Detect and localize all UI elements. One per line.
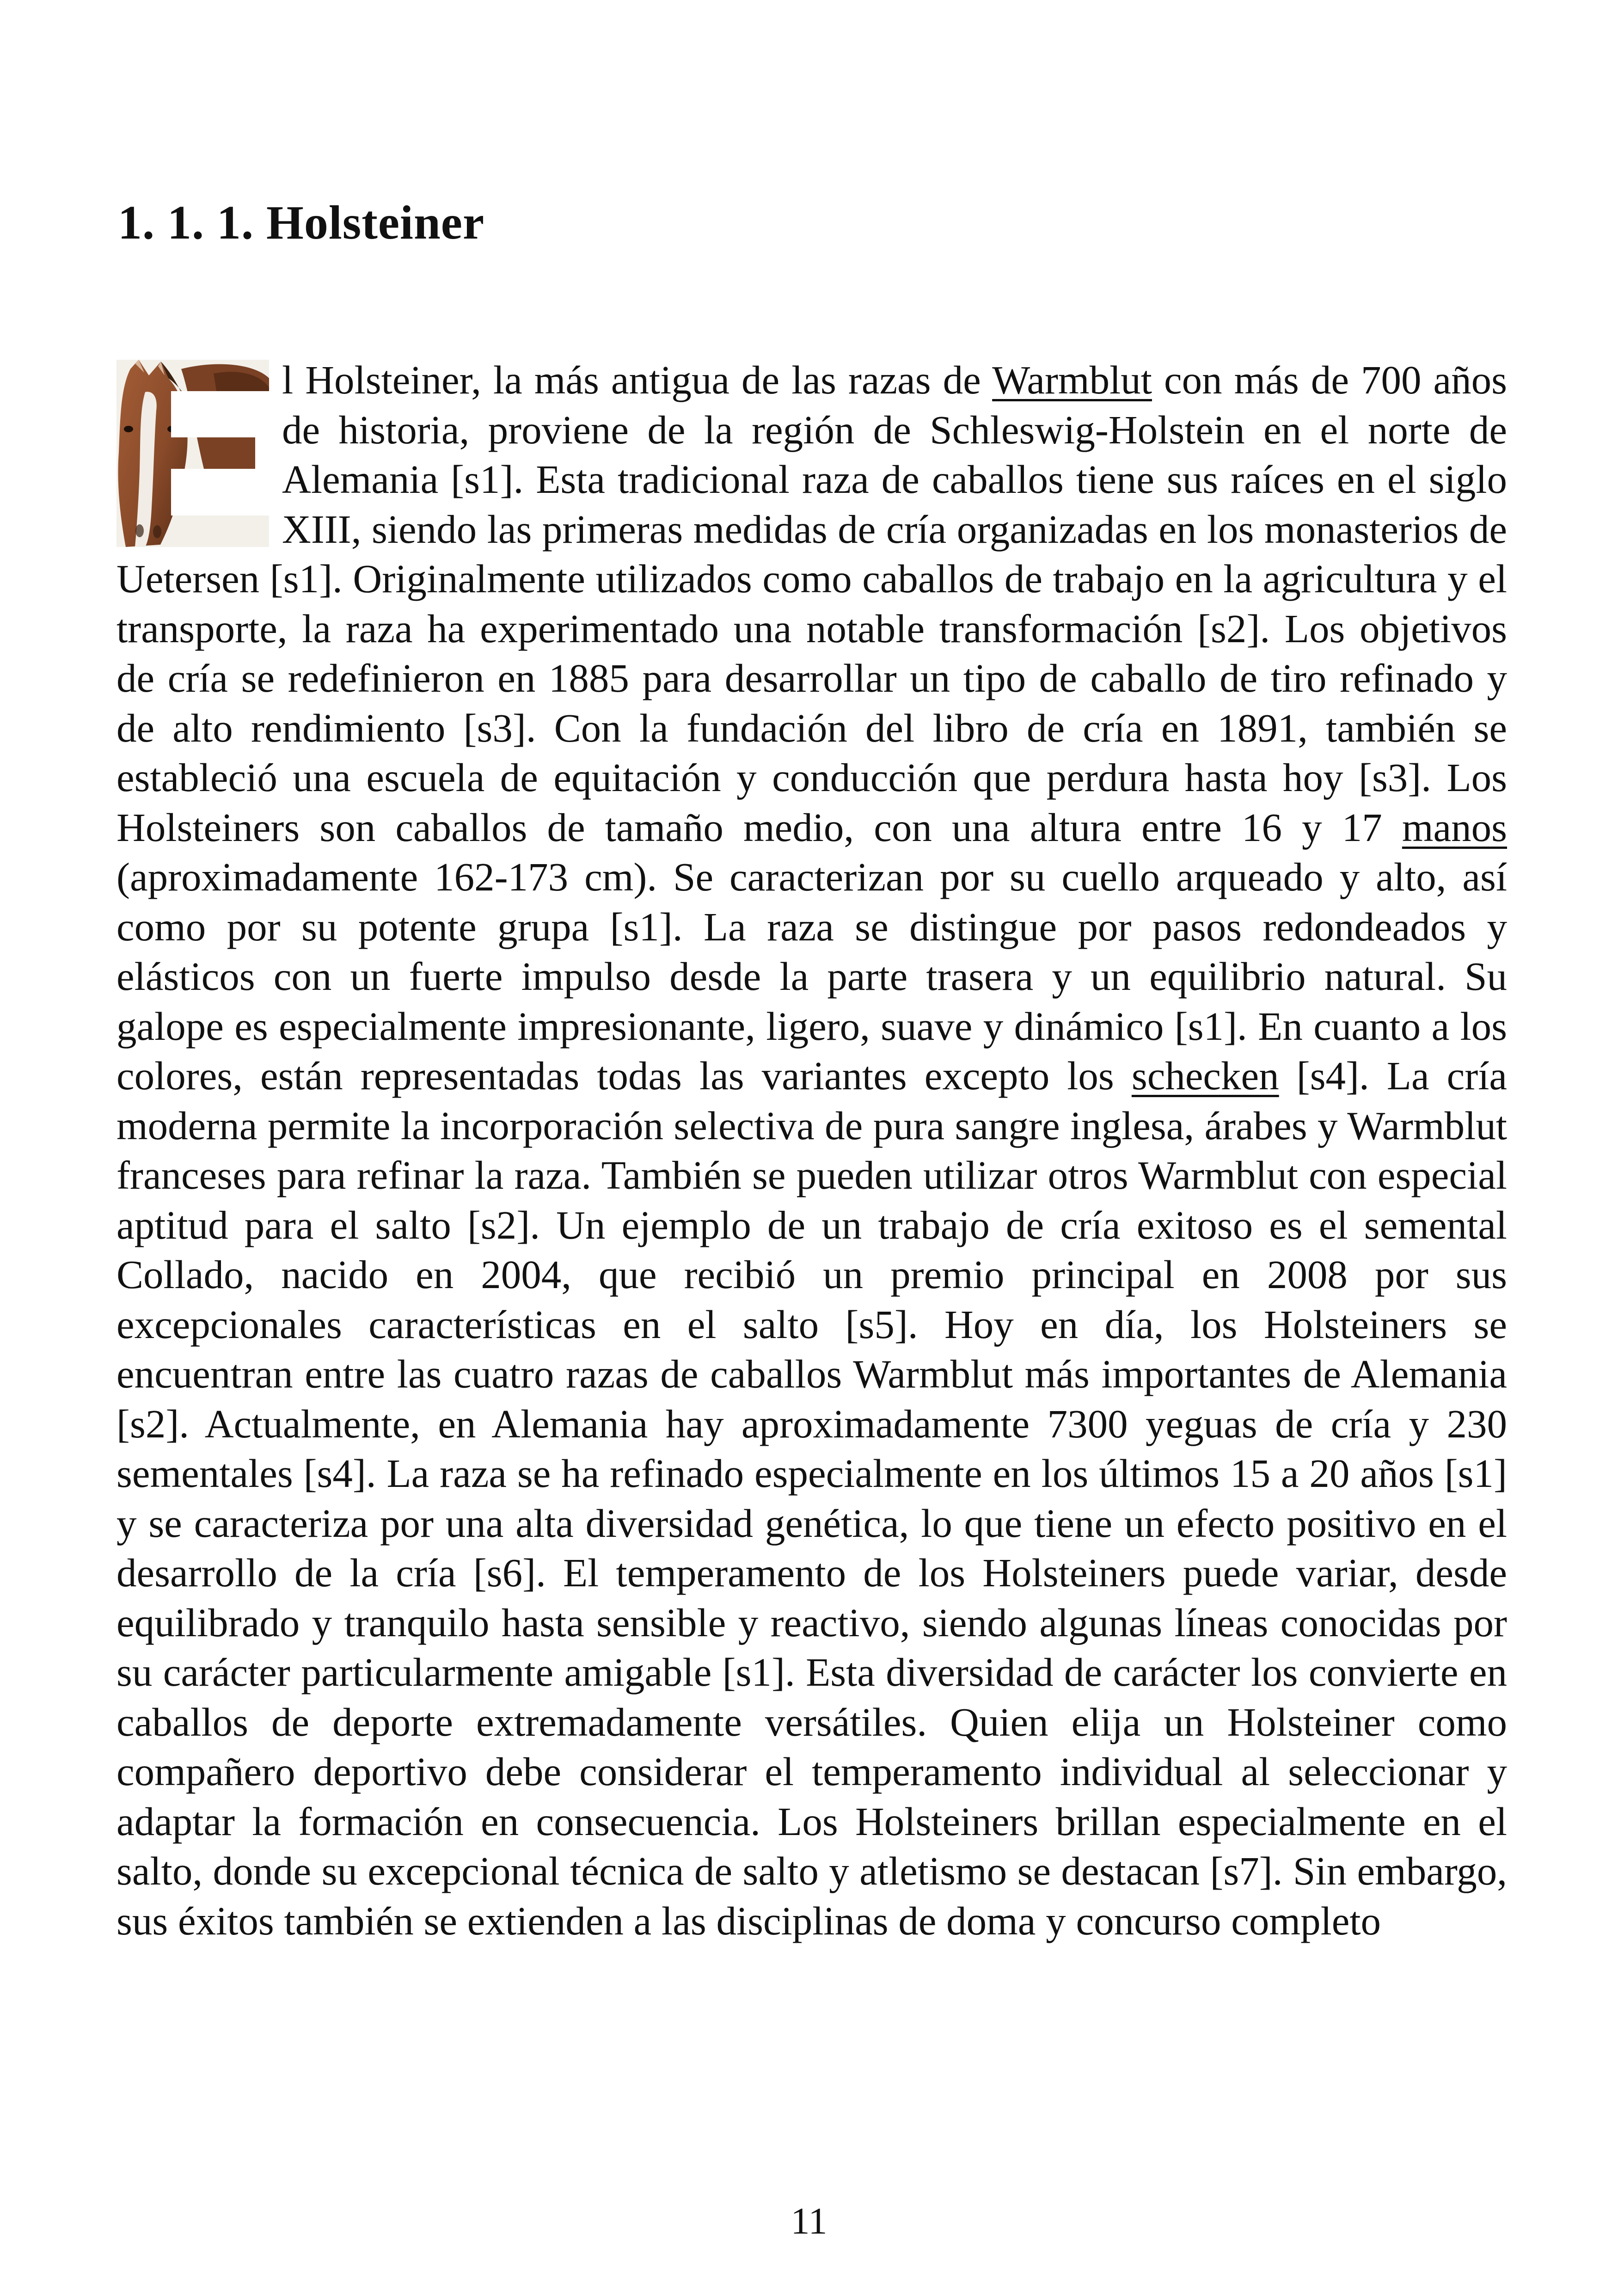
section-heading: 1. 1. 1. Holsteiner — [118, 196, 485, 249]
body-text-run: (aproximadamente 162-173 cm). Se caracterizan por su cuello arqueado y alto, así como por su potente grupa [s1]. La raza se distingue por pasos redondeados y elásticos con un fuerte impulso desde la parte trasera y un equilibrio natural. Su galope es especialmente impresionante, ligero, suave y dinámico [s1]. En cuanto a los colores, están representadas todas las variantes excepto los — [116, 854, 1507, 1098]
body-text-run: [s4]. La cría moderna permite la incorporación selectiva de pura sangre inglesa, árabes y Warmblut franceses para refinar la raza. También se pueden utilizar otros Warmblut con especial aptitud para el salto [s2]. Un ejemplo de un trabajo de cría exitoso es el semental Collado, nacido en 2004, que recibió un premio principal en 2008 por sus excepcionales características en el salto [s5]. Hoy en día, los Holsteiners se encuentran entre las cuatro razas de caballos Warmblut más importantes de Alemania [s2]. Actualmente, en Alemania hay aproximadamente 7300 yeguas de cría y 230 sementales [s4]. La raza se ha refinado especialmente en los últimos 15 a 20 años [s1] y se caracteriza por una alta diversidad genética, lo que tiene un efecto positivo en el desarrollo de la cría [s6]. El temperamento de los Holsteiners puede variar, desde equilibrado y tranquilo hasta sensible y reactivo, siendo algunas líneas conocidas por su carácter particularmente amigable [s1]. Esta diversidad de carácter los convierte en caballos de deporte extremadamente versátiles. Quien elija un Holsteiner como compañero deportivo debe considerar el temperamento individual al seleccionar y adaptar la formación en consecuencia. Los Holsteiners brillan especialmente en el salto, donde su excepcional técnica de salto y atletismo se destacan [s7]. Sin embargo, sus éxitos también se extienden a las disciplinas de doma y concurso completo — [116, 1053, 1507, 1943]
body-paragraph — [116, 355, 1507, 1946]
body-text-run: l Holsteiner, la más antigua de las razas de — [282, 357, 993, 402]
horse-head-letter-e-icon — [116, 360, 269, 547]
body-text-run: con más de 700 años de historia, proviene de la región de Schleswig-Holstein en el norte de Alemania [s1]. Esta tradicional raza de caballos tiene sus raíces en el siglo XIII, siendo las primeras medidas de cría organizadas en los monasterios de Uetersen [s1]. Originalmente utilizados como caballos de trabajo en la agricultura y el transporte, la raza ha experimentado una notable transformación [s2]. Los objetivos de cría se redefinieron en 1885 para desarrollar un tipo de caballo de tiro refinado y de alto rendimiento [s3]. Con la fundación del libro de cría en 1891, también se estableció una escuela de equitación y conducción que perdura hasta hoy [s3]. Los Holsteiners son caballos de tamaño medio, con una altura entre 16 y 17 — [116, 357, 1507, 850]
page-number: 11 — [791, 2200, 827, 2242]
manos-link[interactable]: manos — [1402, 804, 1507, 850]
schecken-link[interactable]: schecken — [1131, 1053, 1279, 1098]
warmblut-link[interactable]: Warmblut — [992, 357, 1152, 402]
